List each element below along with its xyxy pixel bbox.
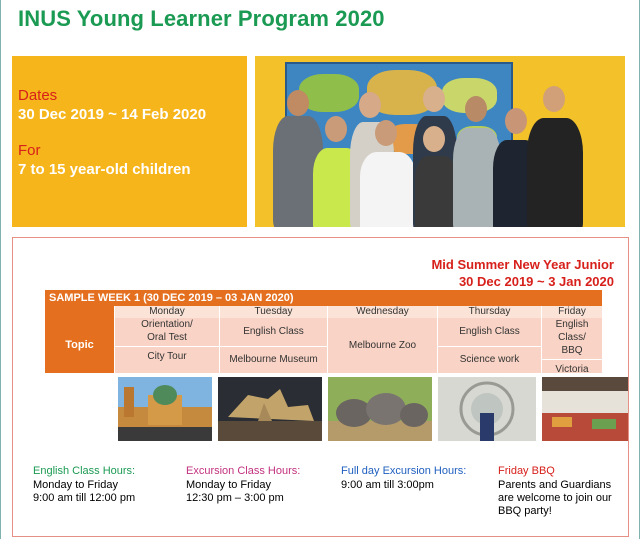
day-cell <box>220 318 327 373</box>
program-heading <box>431 256 614 290</box>
hours-title: English Class Hours: <box>33 465 136 477</box>
topic-label: Topic <box>45 318 114 373</box>
cell-line: English Class/ <box>555 319 589 343</box>
dates-value: 30 Dec 2019 ~ 14 Feb 2020 <box>18 106 207 123</box>
day-cell <box>115 318 219 373</box>
city-tour-photo <box>118 377 212 441</box>
cell-line: English Class <box>459 326 520 337</box>
day-header: Tuesday <box>220 306 327 318</box>
program-info-box <box>12 56 247 227</box>
hours-title: Friday BBQ <box>498 465 555 477</box>
melbourne-zoo-photo <box>328 377 432 441</box>
cell-line: Melbourne Zoo <box>348 340 417 351</box>
english-class-hours <box>33 465 135 505</box>
program-heading-line1: Mid Summer New Year Junior <box>431 257 614 272</box>
victoria-market-photo <box>542 377 628 441</box>
day-header: Wednesday <box>328 306 437 318</box>
cell-line: Melbourne Museum <box>220 346 327 366</box>
excursion-class-hours <box>186 465 300 505</box>
hours-line: Parents and Guardians <box>498 479 612 491</box>
cell-line: Victoria <box>542 359 602 389</box>
hours-line: 9:00 am till 12:00 pm <box>33 492 136 504</box>
sample-week-bar: SAMPLE WEEK 1 (30 DEC 2019 – 03 JAN 2020) <box>45 290 602 306</box>
day-column-wednesday <box>327 306 437 373</box>
cell-line: Science work <box>438 346 541 366</box>
day-column-friday <box>541 306 602 373</box>
schedule-table <box>45 306 602 373</box>
day-header: Thursday <box>438 306 541 318</box>
hours-line: BBQ party! <box>498 505 552 517</box>
science-work-photo <box>438 377 536 441</box>
day-cell <box>328 318 437 373</box>
cell-line: Oral Test <box>147 332 187 343</box>
day-column-tuesday <box>219 306 327 373</box>
cell-line: City Tour <box>115 346 219 360</box>
program-heading-line2: 30 Dec 2019 ~ 3 Jan 2020 <box>458 274 614 289</box>
cell-line: Orientation/ <box>141 319 193 330</box>
day-cell <box>438 318 541 373</box>
day-header: Monday <box>115 306 219 318</box>
day-header: Friday <box>542 306 602 318</box>
hours-title: Full day Excursion Hours: <box>341 465 467 477</box>
full-day-excursion-hours <box>341 465 466 492</box>
group-photo <box>255 56 625 227</box>
day-column-thursday <box>437 306 541 373</box>
hours-title: Excursion Class Hours: <box>186 465 301 477</box>
hours-line: are welcome to join our <box>498 492 612 504</box>
dates-label: Dates <box>18 87 58 104</box>
cell-line: English Class <box>243 326 304 337</box>
page-title: INUS Young Learner Program 2020 <box>18 6 385 31</box>
cell-line: BBQ <box>561 345 583 356</box>
for-label: For <box>18 142 41 159</box>
hours-line: 12:30 pm – 3:00 pm <box>186 492 284 504</box>
hours-line: Monday to Friday <box>186 479 271 491</box>
for-value: 7 to 15 year-old children <box>18 161 191 178</box>
hours-line: Monday to Friday <box>33 479 118 491</box>
day-column-monday <box>114 306 219 373</box>
friday-bbq-info <box>498 465 612 518</box>
day-cell <box>542 318 602 373</box>
topic-column <box>45 306 114 373</box>
melbourne-museum-photo <box>218 377 322 441</box>
hours-line: 9:00 am till 3:00pm <box>341 479 434 491</box>
